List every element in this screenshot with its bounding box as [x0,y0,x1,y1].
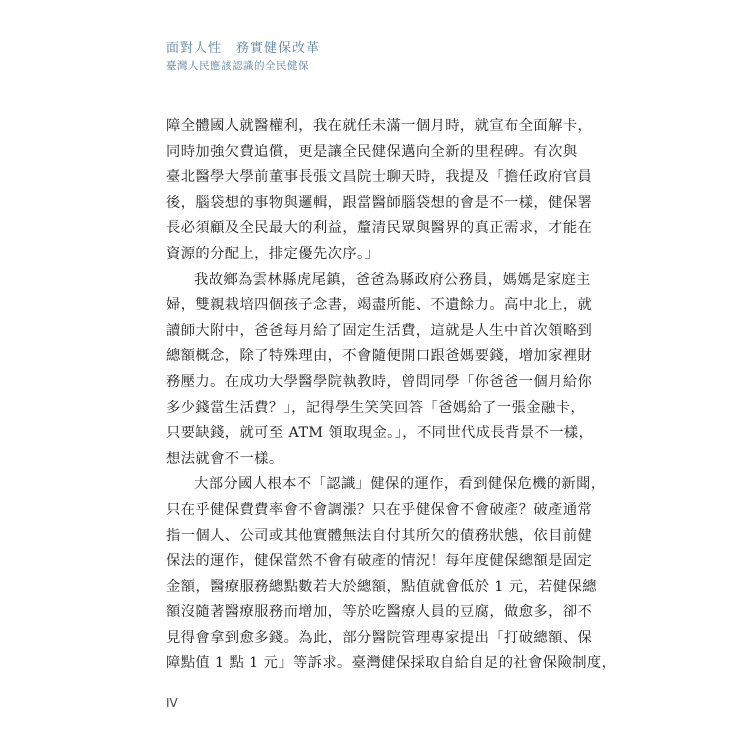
text-line: 務壓力。在成功大學醫學院執教時，曾問同學「你爸爸一個月給你 [166,373,593,390]
text-line: 想法就會不一樣。 [166,450,284,467]
page-number: IV [166,696,178,710]
text-line: 讀師大附中，爸爸每月給了固定生活費，這就是人生中首次領略到 [166,322,593,339]
text-line: 後，腦袋想的事物與邏輯，跟當醫師腦袋想的會是不一樣，健保署 [166,194,593,211]
text-line: 總額概念，除了特殊理由，不會隨便開口跟爸媽要錢，增加家裡財 [166,348,593,365]
paragraph-2 [166,268,594,473]
text-line: 資源的分配上，排定優先次序。」 [166,245,380,262]
text-line: 臺北醫學大學前董事長張文昌院士聊天時，我提及「擔任政府官員 [166,169,593,186]
text-line: 我故鄉為雲林縣虎尾鎮，爸爸為縣政府公務員，媽媽是家庭主 [194,271,591,288]
text-line: 障全體國人就醫權利，我在就任未滿一個月時，就宣布全面解卡， [166,118,593,134]
running-head [166,40,320,74]
paragraph-3 [166,472,617,677]
text-line: 婦，雙親栽培四個孩子念書，竭盡所能、不遺餘力。高中北上，就 [166,297,593,314]
text-line: 見得會拿到愈多錢。為此，部分醫院管理專家提出「打破總額、保 [166,629,593,646]
running-head-title: 面對人性 務實健保改革 [166,41,321,56]
text-line: 保法的運作，健保當然不會有破產的情況！每年度健保總額是固定 [166,553,593,570]
text-line: 指一個人、公司或其他實體無法自付其所欠的債務狀態，依目前健 [166,527,593,544]
text-line: 只要缺錢，就可至 ATM 領取現金。」，不同世代成長背景不一樣， [166,425,594,442]
text-line: 多少錢當生活費？」，記得學生笑笑回答「爸媽給了一張金融卡， [166,399,586,416]
text-line: 金額，醫療服務總點數若大於總額，點值就會低於 1 元，若健保總 [166,578,597,595]
text-line: 同時加強欠費追償，更是讓全民健保邁向全新的里程碑。有次與 [166,143,578,160]
text-line: 只在乎健保費費率會不會調漲？只在乎健保會不會破產？破產通常 [166,501,593,518]
running-head-subtitle: 臺灣人民應該認識的全民健保 [166,60,309,72]
body-text [166,114,617,677]
paragraph-1 [166,114,593,268]
text-line: 長必須顧及全民最大的利益，釐清民眾與醫界的真正需求，才能在 [166,220,593,237]
text-line: 障點值 1 點 1 元」等訴求。臺灣健保採取自給自足的社會保險制度， [166,655,617,672]
text-line: 大部分國人根本不「認識」健保的運作，看到健保危機的新聞， [194,476,606,493]
text-line: 額沒隨著醫療服務而增加，等於吃醫療人員的豆腐，做愈多，卻不 [166,604,593,621]
